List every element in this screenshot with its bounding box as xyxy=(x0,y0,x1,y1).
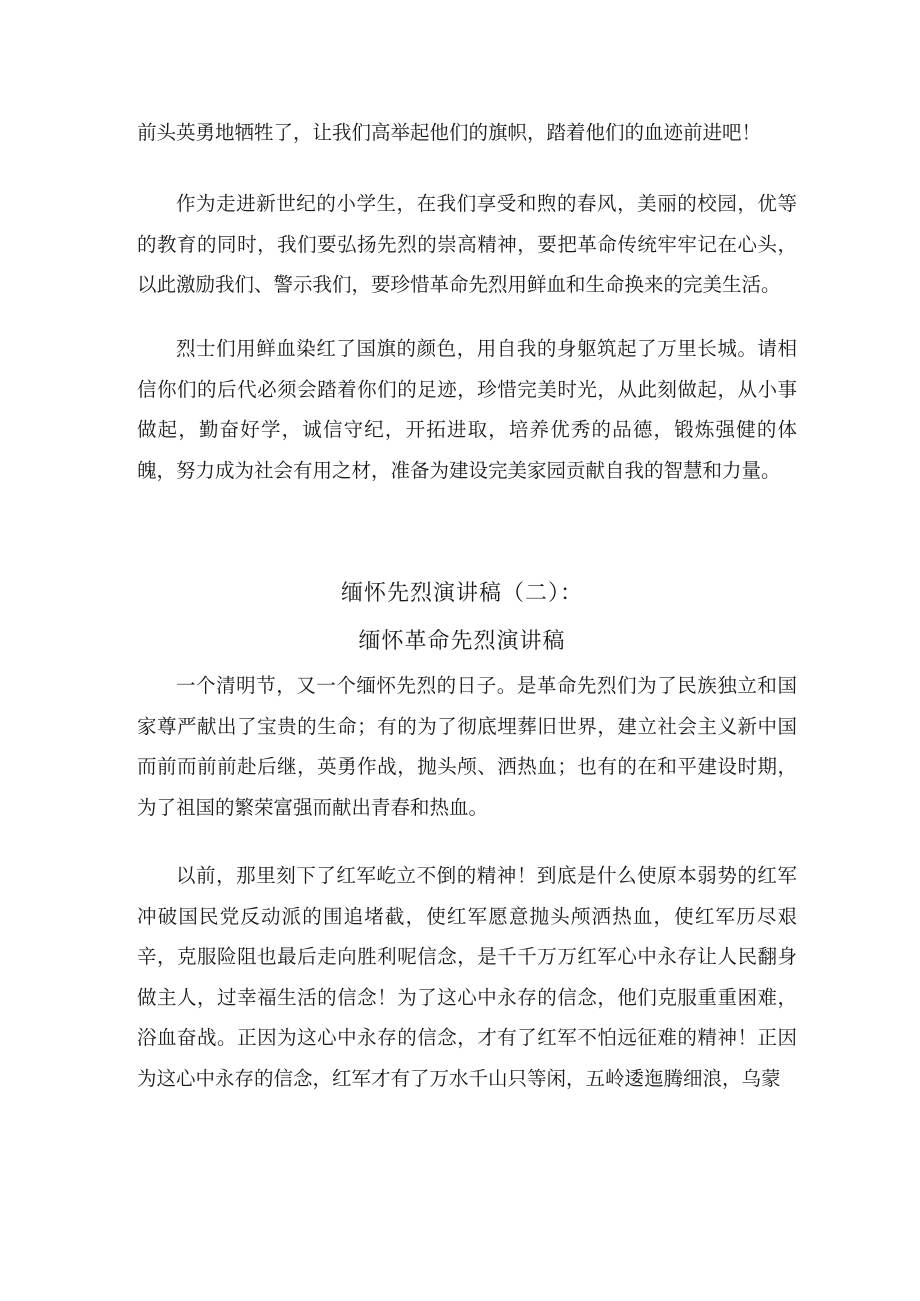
paragraph-2: 作为走进新世纪的小学生，在我们享受和煦的春风，美丽的校园，优等的教育的同时，我们要弘扬先烈的崇高精神，要把革命传统牢牢记在心头，以此激励我们、警示我们，要珍惜革命先烈用鲜血和生命换来的完美生活。 xyxy=(137,192,797,296)
section-title-line-1: 缅怀先烈演讲稿（二）： xyxy=(340,581,583,606)
paragraph-5: 以前，那里刻下了红军屹立不倒的精神！到底是什么使原本弱势的红军冲破国民党反动派的围追堵截，使红军愿意抛头颅洒热血，使红军历尽艰辛，克服险阻也最后走向胜利呢信念，是千千万万红军心中永存让人民翻身做主人，过幸福生活的信念！为了这心中永存的信念，他们克服重重困难，浴血奋战。正因为这心中永存的信念，才有了红军不怕远征难的精神！正因为这心中永存的信念，红军才有了万水千山只等闲，五岭逶迤腾细浪，乌蒙 xyxy=(137,864,797,1090)
paragraph-3: 烈士们用鲜血染红了国旗的颜色，用自我的身躯筑起了万里长城。请相信你们的后代必须会踏着你们的足迹，珍惜完美时光，从此刻做起，从小事做起，勤奋好学，诚信守纪，开拓进取，培养优秀的品德，锻炼强健的体魄，努力成为社会有用之材，准备为建设完美家园贡献自我的智慧和力量。 xyxy=(137,337,797,482)
section-title-line-2: 缅怀革命先烈演讲稿 xyxy=(358,629,566,654)
paragraph-4: 一个清明节，又一个缅怀先烈的日子。是革命先烈们为了民族独立和国家尊严献出了宝贵的生命；有的为了彻底埋葬旧世界，建立社会主义新中国而前而前前赴后继，英勇作战，抛头颅、洒热血；也有的在和平建设时期，为了祖国的繁荣富强而献出青春和热血。 xyxy=(137,674,797,819)
paragraph-1: 前头英勇地牺牲了，让我们高举起他们的旗帜，踏着他们的血迹前进吧！ xyxy=(137,121,762,144)
